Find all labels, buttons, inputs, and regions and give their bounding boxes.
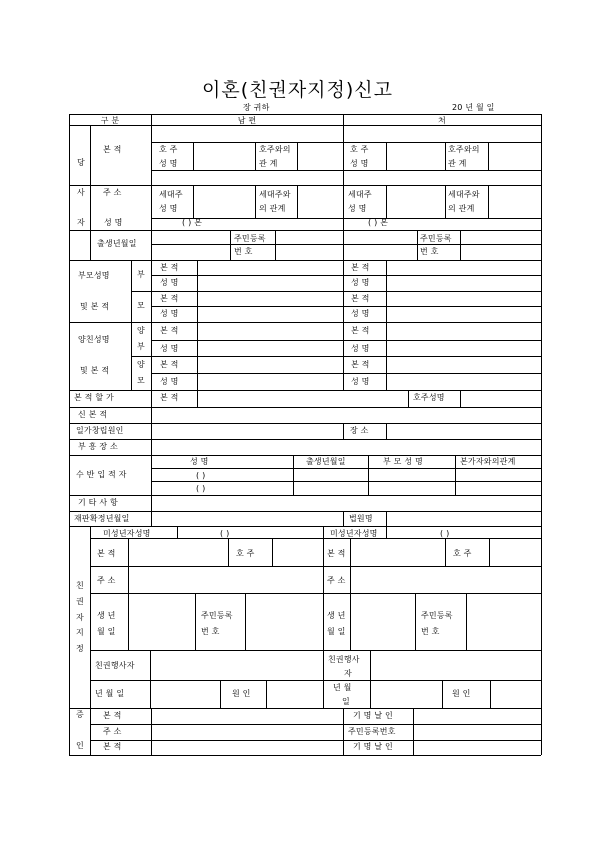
household-rel-label-w1: 세대주와 [448,190,480,199]
custody-reason-label-r: 원 인 [452,689,471,698]
rule-line [417,230,418,260]
report-date-text: 20 년 월 일 [452,103,495,112]
cohabitants-label: 수 반 입 적 자 [76,470,127,479]
custody-rrn-label-r2: 번 호 [421,627,440,636]
branch-reason-field[interactable] [152,424,342,438]
custody-side-5: 정 [76,644,84,653]
judgment-date-field[interactable] [152,512,342,525]
witness-address-label: 주 소 [103,727,122,736]
new-bonjeok-field[interactable] [198,391,407,406]
rrn-label-h1: 주민등록 [234,234,266,243]
rule-line [386,526,387,538]
rule-line [128,538,129,566]
rule-line [195,593,196,650]
hoju-name-label-h1: 호 주 [159,145,178,154]
husband-rrn-field[interactable] [276,231,342,259]
rule-line [466,593,467,650]
rule-line [408,390,409,407]
holder-name-field-r[interactable] [371,651,540,679]
custody-holder-label-l: 친권행사자 [95,661,135,670]
rule-line [343,708,344,755]
custody-birth-label-l1: 생 년 [97,611,116,620]
rrn-label-w2: 번 호 [420,247,439,256]
hometown-label: 부 흥 장 소 [78,442,118,451]
party-label-1: 당 [77,158,85,167]
witness2-sign-label: 기 명 날 인 [353,742,393,751]
wife-address-field[interactable] [344,171,540,184]
cohabitant-name-header: 성 명 [190,457,209,466]
rule-line [151,218,541,219]
rule-line [272,538,273,566]
rule-line [445,185,446,218]
adoptive-label-2: 및 본 적 [80,366,110,375]
rule-line [386,185,387,218]
custody-address-label-l: 주 소 [97,576,116,585]
household-rel-label-w2: 의 관계 [448,204,475,213]
custody-rrn-label-r1: 주민등록 [421,611,453,620]
rule-line [131,356,541,357]
col-header-husband: 남 편 [237,116,257,125]
custody-date-label-r1: 년 월 [333,683,352,692]
husband-bonjeok-label: 본 적 [103,145,122,154]
rule-line [151,481,541,482]
custody-address-label-r: 주 소 [327,576,346,585]
col-header-wife: 처 [438,116,446,125]
husband-address-field[interactable] [152,171,342,184]
form-title: 이혼(친권자지정)신고 [201,79,393,101]
w-adoptive-father-name-label: 성 명 [351,344,370,353]
wife-rrn-field[interactable] [461,231,540,259]
rule-line [415,593,416,650]
cohabitant-parents-header: 부 모 성 명 [383,457,423,466]
custody-address-field-l[interactable] [129,567,322,592]
hoju-rel-label-w1: 호주와의 [448,145,480,154]
household-rel-label-h1: 세대주와 [259,190,291,199]
parents-label-1: 부모성명 [78,271,110,280]
custody-hoju-label-l: 호 주 [236,549,255,558]
rule-line [90,708,91,755]
rule-line [151,125,152,260]
adoptive-father-2: 부 [137,342,145,351]
father-name-label: 성 명 [160,278,179,287]
w-mother-bonjeok-label: 본 적 [351,294,370,303]
rule-line [343,511,344,526]
w-adoptive-father-bonjeok-label: 본 적 [351,326,370,335]
rule-line [368,455,369,495]
w-father-bonjeok-label: 본 적 [351,263,370,272]
holder-name-field-l[interactable] [151,651,322,679]
husband-hoju-relation-field[interactable] [298,143,342,169]
wife-hoju-name-field[interactable] [387,143,444,169]
hoju-name-label-w1: 호 주 [350,145,369,154]
rule-line [177,526,178,538]
custody-reason-label-l: 원 인 [232,689,251,698]
minor-name-paren-l: ( ) [220,529,230,538]
w-mother-name-label: 성 명 [351,309,370,318]
custody-holder-label-r1: 친권행사 [328,655,360,664]
household-name-label-w1: 세대주 [348,190,372,199]
custody-side-4: 지 [76,628,84,637]
husband-bonjeok-field[interactable] [152,126,342,141]
witness-side-2: 인 [76,741,84,750]
custody-bonjeok-label-r: 본 적 [327,549,346,558]
rule-line [69,526,541,527]
mother-label: 모 [137,301,145,310]
cohabitant-relation-header: 본가자와의관계 [460,457,516,466]
custody-date-label-r2: 일 [342,697,350,706]
rule-line [297,185,298,218]
adoptive-label-1: 양친성명 [78,335,110,344]
rule-line [150,680,151,708]
rule-line [69,185,541,186]
father-label: 부 [137,270,145,279]
custody-rrn-label-l1: 주민등록 [201,611,233,620]
rule-line [131,291,541,292]
witness1-bonjeok-label: 본 적 [103,711,122,720]
parents-label-2: 및 본 적 [80,302,110,311]
rule-line [293,455,294,495]
new-bonjeok-value-field[interactable] [152,408,540,422]
table-bottom-border [69,755,541,756]
rule-line [69,322,541,323]
rule-line [489,538,490,566]
hoju-name-label-w2: 성 명 [350,159,369,168]
witness-rrn-label: 주민등록번호 [348,727,396,736]
hoju-name-label-h2: 성 명 [159,159,178,168]
w-adoptive-mother-bonjeok-label: 본 적 [351,360,370,369]
rule-line [151,275,541,276]
witness-rrn-field[interactable] [414,725,540,739]
custody-birth-label-r1: 생 년 [327,611,346,620]
place-label: 장 소 [350,426,369,435]
rule-line [370,680,371,708]
table-right-border [541,114,542,755]
rule-line [90,538,541,539]
col-header-category: 구 분 [100,116,120,125]
adoptive-mother-2: 모 [137,376,145,385]
rule-line [151,455,152,495]
rule-line [220,680,221,708]
new-bonjeok-label: 신 본 적 [78,410,108,419]
rule-line [151,340,541,341]
rule-line [69,455,541,456]
adoptive-father-1: 양 [137,326,145,335]
addressee-text: 장 귀하 [243,103,270,112]
witness2-sign-field[interactable] [414,741,540,754]
wife-bonjeok-field[interactable] [344,126,540,141]
w-father-name-label: 성 명 [351,278,370,287]
mother-name-label: 성 명 [160,309,179,318]
witness1-sign-label: 기 명 날 인 [353,711,393,720]
place-field[interactable] [387,424,540,438]
rule-line [488,185,489,218]
hometown-field[interactable] [152,440,540,454]
court-name-label: 법원명 [349,514,373,523]
custody-date-label-l: 년 월 일 [95,689,125,698]
rule-line [193,185,194,218]
rule-line [350,593,351,650]
rule-line [255,142,256,170]
custody-side-2: 권 [76,597,84,606]
name-label: 성 명 [104,218,123,227]
rule-line [151,373,541,374]
witness-address-field[interactable] [152,725,342,739]
custody-birth-label-r2: 월 일 [327,627,346,636]
husband-hoju-name-field[interactable] [194,143,254,169]
new-bonjeok-sub-label: 본 적 [160,393,179,402]
table-left-border [69,114,70,755]
witness1-sign-field[interactable] [414,709,540,723]
cohabitant-2-name: ( ) [196,484,206,493]
rule-line [90,593,541,594]
custody-bonjeok-label-l: 본 적 [97,549,116,558]
rule-line [245,593,246,650]
custody-holder-label-r2: 자 [344,669,352,678]
rule-line [445,538,446,566]
judgment-date-label: 재판확정년월일 [74,514,130,523]
adoptive-mother-bonjeok-label: 본 적 [160,360,179,369]
minor-name-paren-r: ( ) [440,529,450,538]
adoptive-father-name-label: 성 명 [160,344,179,353]
wife-name-paren: ( ) 본 [368,218,389,227]
custody-side-1: 친 [76,581,84,590]
new-hoju-name-label: 호주성명 [413,393,445,402]
rule-line [455,455,456,495]
branch-reason-label: 일가창립원인 [76,426,124,435]
witness-side-1: 증 [76,710,84,719]
w-adoptive-mother-name-label: 성 명 [351,377,370,386]
custody-hoju-label-r: 호 주 [453,549,472,558]
household-name-label-h1: 세대주 [159,190,183,199]
other-notes-label: 기 타 사 항 [78,498,118,507]
rule-line [445,142,446,170]
address-label: 주 소 [103,188,122,197]
rrn-label-h2: 번 호 [234,247,253,256]
new-bonjeok-row-label: 본 적 할 가 [74,393,114,402]
rule-line [151,306,541,307]
cohabitant-birth-header: 출생년월일 [306,457,346,466]
witness1-bonjeok-field[interactable] [152,709,342,723]
cohabitant-1-name: ( ) [196,471,206,480]
minor-name-label-r: 미성년자성명 [330,529,378,538]
witness2-bonjeok-label: 본 적 [103,742,122,751]
rule-line [255,185,256,218]
adoptive-mother-1: 양 [137,360,145,369]
hoju-rel-label-w2: 관 계 [448,159,467,168]
rule-line [490,680,491,708]
custody-side-3: 자 [76,613,84,622]
court-name-field[interactable] [387,512,540,525]
rule-line [343,125,344,260]
rrn-label-w1: 주민등록 [420,234,452,243]
rule-line [230,230,231,260]
rule-line [128,593,129,650]
husband-birth-field[interactable] [152,245,229,259]
rule-line [90,125,91,260]
household-rel-label-h2: 의 관계 [259,204,286,213]
other-notes-field[interactable] [152,496,540,510]
party-label-3: 자 [77,218,85,227]
rule-line [350,538,351,566]
rule-line [69,260,541,261]
birth-label: 출생년월일 [97,239,137,248]
husband-name-paren: ( ) 본 [182,218,203,227]
hoju-rel-label-h2: 관 계 [259,159,278,168]
custody-rrn-label-l2: 번 호 [201,627,220,636]
custody-birth-label-l2: 월 일 [97,627,116,636]
rule-line [442,680,443,708]
hoju-rel-label-h1: 호주와의 [259,145,291,154]
adoptive-mother-name-label: 성 명 [160,377,179,386]
new-hoju-name-field[interactable] [461,391,540,406]
witness2-bonjeok-field[interactable] [152,741,342,754]
household-name-label-w2: 성 명 [348,204,367,213]
adoptive-father-bonjeok-label: 본 적 [160,326,179,335]
father-bonjeok-label: 본 적 [160,263,179,272]
rule-line [151,468,541,469]
rule-line [90,680,541,681]
rule-line [266,680,267,708]
rule-line [343,423,344,439]
table-top-border [69,114,541,115]
rule-line [228,538,229,566]
custody-address-field-r[interactable] [351,567,540,592]
party-label-2: 사 [77,188,85,197]
minor-name-label-l: 미성년자성명 [103,529,151,538]
mother-bonjeok-label: 본 적 [160,294,179,303]
household-name-label-h2: 성 명 [159,204,178,213]
wife-hoju-relation-field[interactable] [489,143,540,169]
